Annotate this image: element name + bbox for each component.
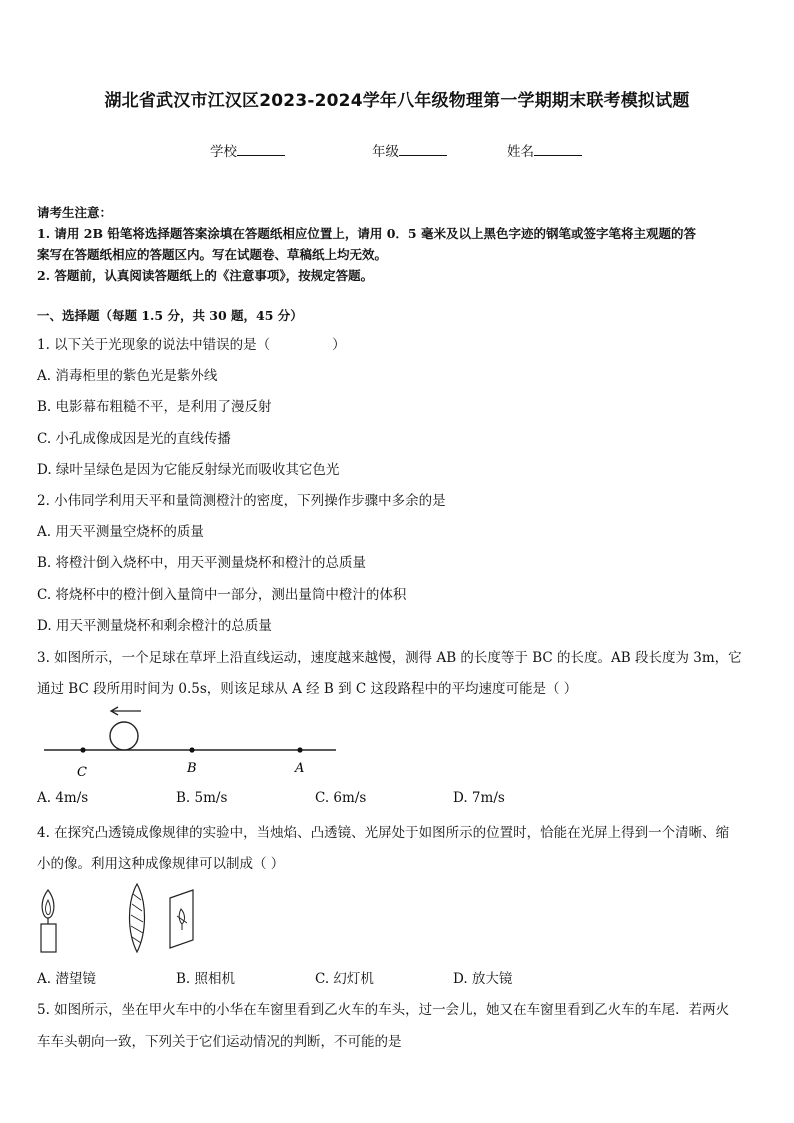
- notice-line-2: 2. 答题前，认真阅读答题纸上的《注意事项》，按规定答题。: [37, 268, 374, 283]
- q1-option-b: B. 电影幕布粗糙不平，是利用了漫反射: [37, 399, 272, 415]
- grade-field: [372, 140, 447, 160]
- q3-option-d: D. 7m/s: [453, 790, 505, 806]
- q4-stem-line-1: 4. 在探究凸透镜成像规律的实验中，当烛焰、凸透镜、光屏处于如图所示的位置时，恰能在光屏上得到一个清晰、缩: [37, 825, 730, 841]
- page-title: 湖北省武汉市江汉区2023-2024学年八年级物理第一学期期末联考模拟试题: [104, 91, 690, 111]
- left-arrow-icon: [111, 707, 141, 715]
- label-b: B: [187, 761, 197, 776]
- notice-heading: 请考生注意：: [37, 205, 113, 220]
- q2-option-c: C. 将烧杯中的橙汁倒入量筒中一部分，测出量筒中橙汁的体积: [37, 587, 407, 603]
- section-heading: 一、选择题（每题 1.5 分，共 30 题，45 分）: [37, 308, 303, 323]
- q2-option-a: A. 用天平测量空烧杯的质量: [37, 524, 204, 540]
- grade-label: 年级: [372, 144, 399, 160]
- q1-stem: 1. 以下关于光现象的说法中错误的是（ ）: [37, 337, 346, 353]
- convex-lens-icon: [130, 884, 145, 952]
- point-c: [80, 747, 85, 752]
- label-a: A: [295, 761, 305, 776]
- point-a: [297, 747, 302, 752]
- school-label: 学校: [210, 144, 237, 160]
- q5-stem-line-1: 5. 如图所示，坐在甲火车中的小华在车窗里看到乙火车的车头，过一会儿，她又在车窗里看到乙火车的车尾．若两火: [37, 1002, 730, 1018]
- q4-stem-line-2: 小的像。利用这种成像规律可以制成（ ）: [37, 856, 285, 872]
- candle-icon: [41, 890, 56, 952]
- q3-option-c: C. 6m/s: [315, 790, 367, 806]
- notice-line-1b: 案写在答题纸相应的答题区内。写在试题卷、草稿纸上均无效。: [37, 247, 388, 262]
- q3-stem-line-1: 3. 如图所示，一个足球在草坪上沿直线运动，速度越来越慢，测得 AB 的长度等于 BC 的长度。AB 段长度为 3m，它: [37, 650, 742, 666]
- grade-blank[interactable]: [399, 143, 447, 156]
- name-label: 姓名: [507, 144, 534, 160]
- q3-football-diagram: [0, 700, 360, 780]
- label-c: C: [77, 765, 87, 780]
- school-field: [210, 140, 285, 160]
- football: [110, 722, 138, 750]
- q4-option-a: A. 潜望镜: [37, 971, 96, 987]
- name-field: [507, 140, 582, 160]
- q3-option-a: A. 4m/s: [37, 790, 89, 806]
- q2-option-d: D. 用天平测量烧杯和剩余橙汁的总质量: [37, 618, 272, 634]
- q5-stem-line-2: 车车头朝向一致，下列关于它们运动情况的判断，不可能的是: [37, 1034, 402, 1050]
- q3-stem-line-2: 通过 BC 段所用时间为 0.5s，则该足球从 A 经 B 到 C 这段路程中的平均速度可能是（ ）: [37, 681, 578, 697]
- q3-option-b: B. 5m/s: [176, 790, 228, 806]
- q2-option-b: B. 将橙汁倒入烧杯中，用天平测量烧杯和橙汁的总质量: [37, 555, 367, 571]
- q4-option-d: D. 放大镜: [453, 971, 513, 987]
- screen-icon: [170, 890, 193, 948]
- q1-option-c: C. 小孔成像成因是光的直线传播: [37, 431, 231, 447]
- name-blank[interactable]: [534, 143, 582, 156]
- q1-option-a: A. 消毒柜里的紫色光是紫外线: [37, 368, 218, 384]
- school-blank[interactable]: [237, 143, 285, 156]
- q2-stem: 2. 小伟同学利用天平和量筒测橙汁的密度，下列操作步骤中多余的是: [37, 493, 446, 509]
- q4-option-b: B. 照相机: [176, 971, 236, 987]
- q4-option-c: C. 幻灯机: [315, 971, 374, 987]
- q1-option-d: D. 绿叶呈绿色是因为它能反射绿光而吸收其它色光: [37, 462, 340, 478]
- point-b: [189, 747, 194, 752]
- notice-line-1a: 1. 请用 2B 铅笔将选择题答案涂填在答题纸相应位置上，请用 0．5 毫米及以上黑色字迹的钢笔或签字笔将主观题的答: [37, 226, 696, 241]
- q4-lens-diagram: [0, 882, 220, 956]
